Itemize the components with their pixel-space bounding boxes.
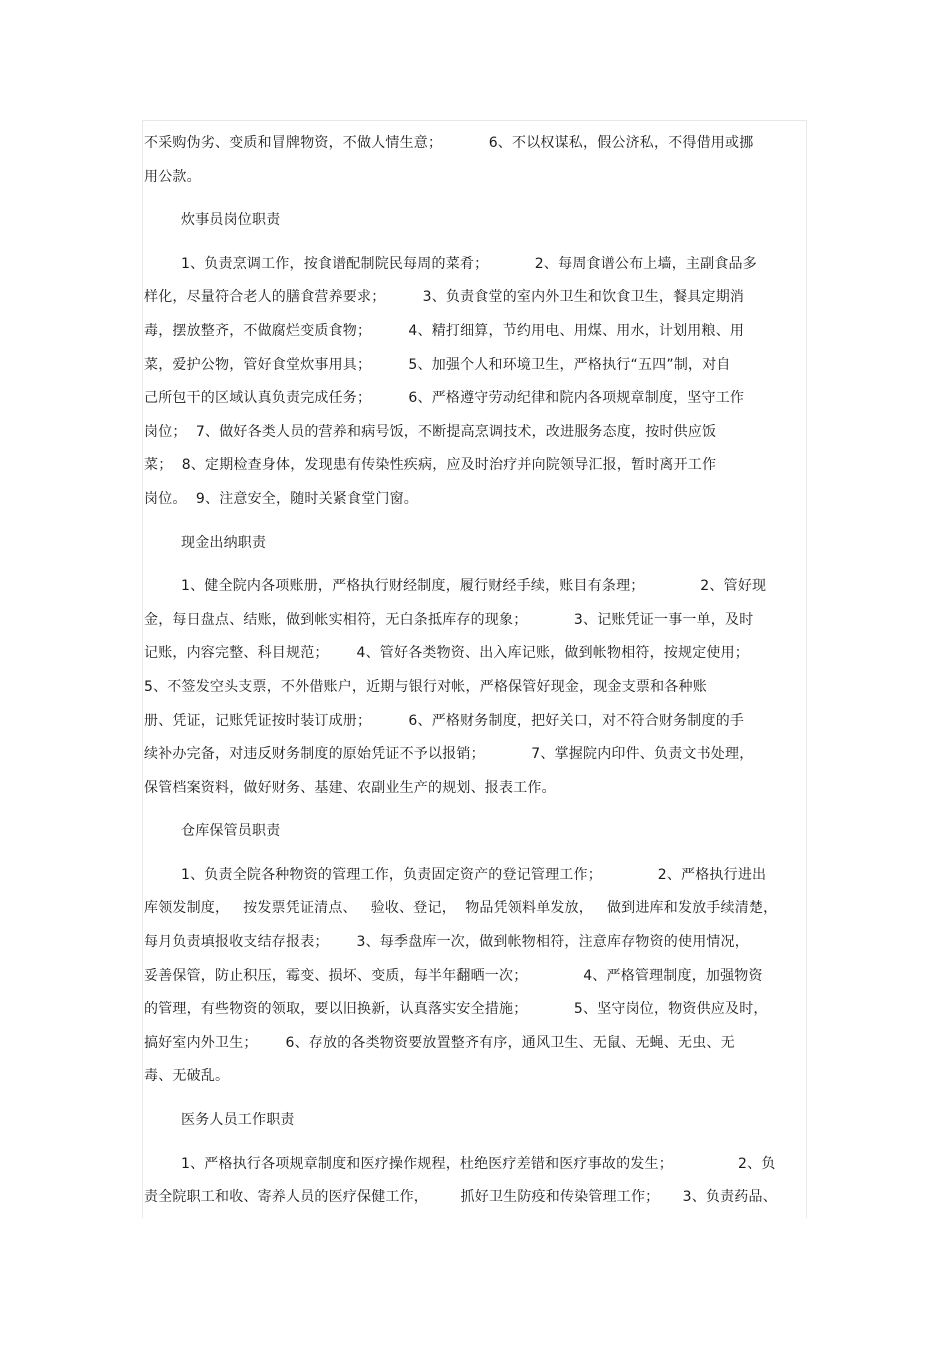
text-line: 1、负责烹调工作，按食谱配制院民每周的菜肴； 2、每周食谱公布上墙，主副食品多 bbox=[181, 255, 757, 272]
text-line: 1、负责全院各种物资的管理工作，负责固定资产的登记管理工作； 2、严格执行进出 bbox=[181, 866, 767, 883]
text-line: 册、凭证，记账凭证按时装订成册； 6、严格财务制度，把好关口，对不符合财务制度的手 bbox=[144, 712, 745, 729]
text-line: 岗位； 7、做好各类人员的营养和病号饭，不断提高烹调技术，改进服务态度，按时供应饭 bbox=[144, 423, 717, 440]
section-title-cashier: 现金出纳职责 bbox=[181, 534, 267, 551]
text-line: 的管理，有些物资的领取，要以旧换新，认真落实安全措施； 5、坚守岗位，物资供应及时， bbox=[144, 1001, 768, 1018]
text-line: 1、健全院内各项账册，严格执行财经制度，履行财经手续，账目有条理； 2、管好现 bbox=[181, 578, 767, 595]
section-title-cook: 炊事员岗位职责 bbox=[181, 212, 281, 229]
text-line: 保管档案资料，做好财务、基建、农副业生产的规划、报表工作。 bbox=[144, 779, 556, 796]
text-line: 样化，尽量符合老人的膳食营养要求； 3、负责食堂的室内外卫生和饮食卫生，餐具定期消 bbox=[144, 289, 745, 306]
text-line: 每月负责填报收支结存报表； 3、每季盘库一次，做到帐物相符，注意库存物资的使用情况， bbox=[144, 934, 750, 951]
text-line: 搞好室内外卫生； 6、存放的各类物资要放置整齐有序，通风卫生、无鼠、无蝇、无虫、无 bbox=[144, 1034, 735, 1051]
text-line: 记账，内容完整、科目规范； 4、管好各类物资、出入库记账，做到帐物相符，按规定使用； bbox=[144, 645, 750, 662]
text-line: 1、严格执行各项规章制度和医疗操作规程，杜绝医疗差错和医疗事故的发生； 2、负 bbox=[181, 1155, 776, 1172]
text-line: 妥善保管，防止积压，霉变、损坏、变质，每半年翻晒一次； 4、严格管理制度，加强物资 bbox=[144, 967, 763, 984]
text-line: 菜，爱护公物，管好食堂炊事用具； 5、加强个人和环境卫生，严格执行“五四”制，对自 bbox=[144, 356, 731, 373]
page-frame-top bbox=[142, 120, 806, 121]
text-line: 续补办完备，对违反财务制度的原始凭证不予以报销； 7、掌握院内印件、负责文书处理， bbox=[144, 746, 754, 763]
page-frame-left bbox=[142, 120, 143, 1218]
text-line: 毒，摆放整齐，不做腐烂变质食物； 4、精打细算，节约用电、用煤、用水，计划用粮、用 bbox=[144, 322, 745, 339]
text-line: 菜； 8、定期检查身体，发现患有传染性疾病，应及时治疗并向院领导汇报，暂时离开工作 bbox=[144, 457, 717, 474]
text-line: 金，每日盘点、结账，做到帐实相符，无白条抵库存的现象； 3、记账凭证一事一单，及时 bbox=[144, 611, 754, 628]
text-line: 岗位。 9、注意安全，随时关紧食堂门窗。 bbox=[144, 490, 419, 507]
text-line: 5、不签发空头支票，不外借账户，近期与银行对帐，严格保管好现金，现金支票和各种账 bbox=[144, 678, 707, 695]
text-line: 用公款。 bbox=[144, 168, 201, 185]
text-line: 库领发制度， 按发票凭证清点、 验收、登记， 物品凭领料单发放， 做到进库和发放手续清楚， bbox=[144, 900, 778, 917]
text-line: 毒、无破乱。 bbox=[144, 1068, 230, 1085]
document-body bbox=[144, 127, 800, 1215]
section-title-medical: 医务人员工作职责 bbox=[181, 1112, 295, 1129]
text-line: 不采购伪劣、变质和冒牌物资，不做人情生意； 6、不以权谋私，假公济私，不得借用或挪 bbox=[144, 135, 754, 151]
text-line: 责全院职工和收、寄养人员的医疗保健工作， 抓好卫生防疫和传染管理工作； 3、负责药品、 bbox=[144, 1189, 777, 1206]
page-frame-right bbox=[806, 120, 807, 1218]
text-line: 己所包干的区域认真负责完成任务； 6、严格遵守劳动纪律和院内各项规章制度，坚守工作 bbox=[144, 390, 745, 407]
section-title-warehouse: 仓库保管员职责 bbox=[181, 823, 281, 840]
